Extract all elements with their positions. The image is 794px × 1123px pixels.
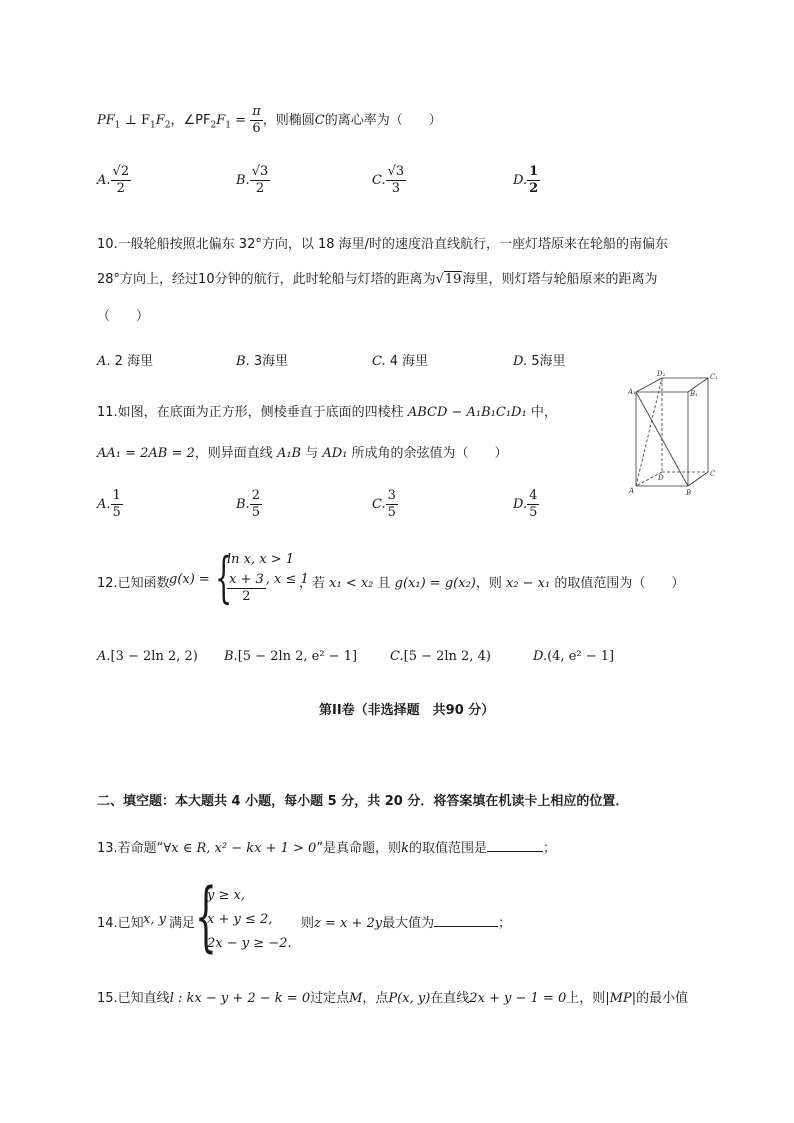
q9-option-b[interactable]: B. $\frac{√3}{2}$ (236, 164, 269, 196)
fig-label-b1: B₁ (690, 390, 698, 398)
q14-answer-blank[interactable] (434, 914, 498, 927)
q11-line-2: AA₁ = 2AB = 2，则异面直线 A₁B 与 AD₁ 所成角的余弦值为（ ） (97, 446, 508, 461)
section-2-title: 第II卷（非选择题 共90 分） (319, 703, 495, 718)
q11-option-c[interactable]: C. $\frac{3}{5}$ (372, 488, 396, 520)
q13-stem: 13.若命题“∀x ∈ R, x² − kx + 1 > 0”是真命题，则k的取值范围是 ； (97, 841, 556, 856)
q11-option-b[interactable]: B. $\frac{2}{5}$ (236, 488, 260, 520)
fig-label-c: C (710, 470, 716, 478)
q10-option-b[interactable]: B. 3海里 (236, 354, 289, 369)
q11-line-1: 11.如图，在底面为正方形，侧棱垂直于底面的四棱柱 ABCD − A₁B₁C₁D₁ 中， (97, 405, 557, 420)
q9-stem: $PF_1$ ⊥ $F_1F_2$，$\angle PF_2F_1$ = $\frac{\pi}{6}$ ，则椭圆C的离心率为（ ） (97, 104, 442, 136)
q11-option-a[interactable]: A. $\frac{1}{5}$ (97, 488, 121, 520)
q11-option-d[interactable]: D. $\frac{4}{5}$ (513, 488, 538, 520)
q15-stem: 15.已知直线l : kx − y + 2 − k = 0过定点M，点P(x, y)在直线2x + y − 1 = 0上，则|MP|的最小值 (97, 991, 689, 1006)
fig-label-a1: A₁ (628, 388, 636, 396)
fig-label-d: D (658, 474, 664, 482)
fig-label-a: A (629, 487, 635, 495)
q10-line-3: （ ） (97, 309, 150, 324)
fig-label-c1: C₁ (710, 373, 718, 381)
fig-label-b: B (686, 489, 692, 497)
q10-option-a[interactable]: A. 2 海里 (97, 354, 154, 369)
q10-option-c[interactable]: C. 4 海里 (372, 354, 429, 369)
q12-option-d[interactable]: D.(4, e² − 1] (533, 649, 615, 664)
q9-option-d[interactable]: D. $\frac{1}{2}$ (513, 164, 539, 196)
q9-option-a[interactable]: A. $\frac{√2}{2}$ (97, 164, 130, 196)
q12-option-c[interactable]: C.[5 − 2ln 2, 4) (390, 649, 491, 664)
fig-label-d1: D₁ (657, 370, 666, 378)
part-2-heading: 二、填空题：本大题共 4 小题，每小题 5 分，共 20 分．将答案填在机读卡上相应的位置． (97, 794, 629, 809)
q12-option-a[interactable]: A.[3 − 2ln 2, 2) (97, 649, 198, 664)
q9-option-c[interactable]: C. $\frac{√3}{3}$ (372, 164, 405, 196)
q10-line-1: 10.一般轮船按照北偏东 32°方向，以 18 海里/时的速度沿直线航行，一座灯塔原来在轮船的南偏东 (97, 237, 669, 252)
q12-option-b[interactable]: B.[5 − 2ln 2, e² − 1] (224, 649, 358, 664)
q10-option-d[interactable]: D. 5海里 (513, 354, 566, 369)
q9-angle-fraction: $\frac{\pi}{6}$ (252, 104, 261, 136)
q10-line-2: 28°方向上，经过10分钟的航行，此时轮船与灯塔的距离为√19海里，则灯塔与轮船原来的距离为 (97, 272, 658, 287)
q13-answer-blank[interactable] (487, 839, 543, 852)
q9-pf1: PF (97, 113, 115, 128)
q11-prism-figure (628, 368, 718, 498)
